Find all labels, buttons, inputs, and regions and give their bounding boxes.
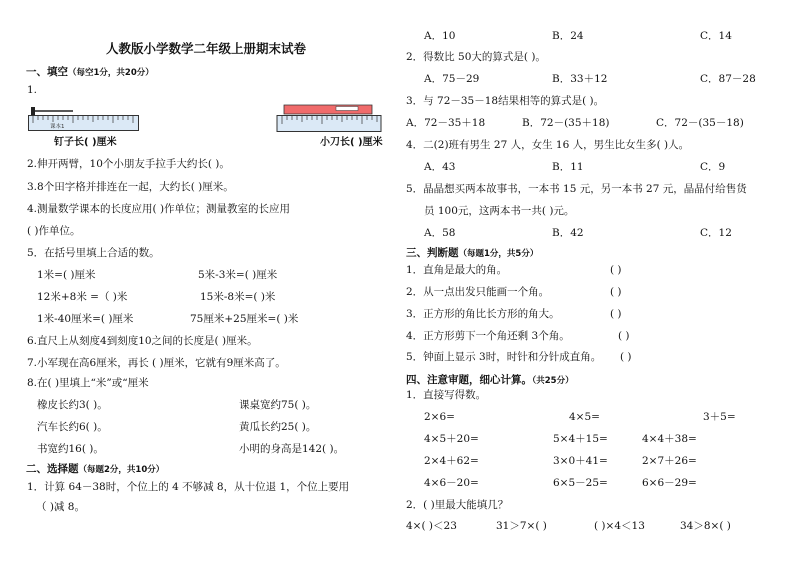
option-b: B．42: [552, 227, 584, 239]
section-choice: [26, 463, 164, 477]
knife-ruler-figure: [276, 101, 382, 133]
calc-item: 2×7＋26=: [642, 455, 697, 467]
calc-instruction: 1．直接写得数。: [406, 389, 487, 401]
option-b: B．33＋12: [552, 73, 608, 85]
calc-instruction-2: 2．( )里最大能填几？: [406, 499, 509, 511]
choice-2: 2．得数比 50大的算式是( )。: [406, 51, 546, 63]
question-number: 1.: [27, 84, 38, 96]
judge-4: 4．正方形剪下一个角还剩 3个角。: [406, 330, 570, 342]
unit-item: 5米-3米=( )厘米: [198, 269, 278, 281]
choice-5b: 员 100元，这两本书一共( )元。: [424, 205, 575, 217]
knife-length-label: 小刀长( )厘米: [320, 137, 383, 148]
judge-5: 5．钟面上显示 3时，时针和分针成直角。: [406, 351, 602, 363]
judge-paren: ( ): [618, 330, 630, 342]
inequality-item: ( )×4＜13: [594, 520, 645, 532]
calc-item: 4×4＋38=: [642, 433, 697, 445]
judge-paren: ( ): [610, 264, 622, 276]
section-note: （每题1分，共5分）: [458, 249, 539, 259]
unit-item: 12米+8米 =（ )米: [37, 291, 128, 303]
option-b: B．11: [552, 161, 584, 173]
judge-paren: ( ): [620, 351, 632, 363]
choice-1b: （ )减 8。: [36, 501, 85, 513]
unit-item: 15米-8米=( )米: [200, 291, 276, 303]
option-c: C．72－(35－18): [656, 117, 744, 129]
question-2: 2.伸开两臂，10个小朋友手拉手大约长( )。: [27, 158, 230, 170]
calc-item: 4×5=: [569, 411, 600, 423]
estimate-item: 书宽约16( )。: [37, 443, 104, 455]
estimate-item: 课桌宽约75( )。: [239, 399, 317, 411]
section-note: （每空1分，共20分）: [68, 68, 154, 78]
unit-item: 75厘米+25厘米=( )米: [190, 313, 299, 325]
inequality-item: 31＞7×( ): [496, 520, 547, 532]
judge-2: 2．从一点出发只能画一个角。: [406, 286, 550, 298]
judge-paren: ( ): [610, 286, 622, 298]
option-a: A．43: [424, 161, 456, 173]
unit-item: 1米-40厘米=( )厘米: [37, 313, 134, 325]
choice-3: 3．与 72－35－18结果相等的算式是( )。: [406, 95, 605, 107]
section-title: 四、注意审题，细心计算。: [406, 374, 532, 386]
calc-item: 3＋5=: [703, 411, 736, 423]
estimate-item: 小明的身高是142( )。: [239, 443, 345, 455]
ruler-body: [277, 116, 381, 132]
section-judge: [406, 247, 538, 261]
judge-3: 3．正方形的角比长方形的角大。: [406, 308, 560, 320]
choice-5a: 5．晶晶想买两本故事书，一本书 15 元，另一本书 27 元，晶晶付给售货: [406, 183, 747, 195]
section-title: 一、填空: [26, 66, 68, 78]
option-a: A．75－29: [424, 73, 480, 85]
option-c: C．12: [700, 227, 732, 239]
choice-4: 4．二(2)班有男生 27 人，女生 16 人，男生比女生多( )人。: [406, 139, 690, 151]
question-3: 3.8个田字格并排连在一起，大约长( )厘米。: [27, 181, 234, 193]
section-note: （每题2分，共10分）: [78, 465, 165, 475]
calc-item: 3×0＋41=: [553, 455, 608, 467]
option-c: C．14: [700, 30, 732, 42]
nail-ruler-figure: [28, 106, 140, 132]
option-a: A．58: [424, 227, 456, 239]
option-c: C．87－28: [700, 73, 756, 85]
estimate-item: 黄瓜长约25( )。: [239, 421, 317, 433]
estimate-item: 汽车长约6( )。: [37, 421, 108, 433]
inequality-item: 4×( )＜23: [406, 520, 457, 532]
section-title: 三、判断题: [406, 247, 459, 259]
calc-item: 4×5＋20=: [424, 433, 479, 445]
judge-1: 1．直角是最大的角。: [406, 264, 508, 276]
ruler-body: [29, 116, 139, 131]
option-b: B．24: [552, 30, 584, 42]
choice-1a: 1．计算 64－38时，个位上的 4 不够减 8，从十位退 1，个位上要用: [27, 481, 350, 493]
option-c: C．9: [700, 161, 726, 173]
section-note: （共25分）: [532, 376, 574, 386]
judge-paren: ( ): [610, 308, 622, 320]
question-4b: ( )作单位。: [27, 225, 81, 237]
estimate-item: 橡皮长约3( )。: [37, 399, 108, 411]
page-title: 人教版小学数学二年级上册期末试卷: [106, 41, 307, 56]
question-8: 8.在( )里填上“米”或“厘米: [27, 377, 149, 389]
calc-item: 6×6－29=: [642, 477, 697, 489]
calc-item: 2×4＋62=: [424, 455, 479, 467]
nail-head: [31, 107, 35, 115]
nail-length-label: 钉子长( )厘米: [54, 137, 117, 148]
knife-slot: [336, 107, 358, 111]
calc-item: 2×6=: [424, 411, 455, 423]
ruler-caption: 课本1: [50, 124, 65, 130]
section-title: 二、选择题: [26, 463, 79, 475]
calc-item: 4×6－20=: [424, 477, 479, 489]
option-b: B．72－(35＋18): [522, 117, 610, 129]
question-5: 5．在括号里填上合适的数。: [27, 247, 160, 259]
option-a: A．10: [424, 30, 456, 42]
unit-item: 1米=( )厘米: [37, 269, 96, 281]
calc-item: 6×5－25=: [553, 477, 608, 489]
question-7: 7.小军现在高6厘米，再长 ( )厘米，它就有9厘米高了。: [27, 357, 286, 369]
question-6: 6.直尺上从刻度4到刻度10之间的长度是( )厘米。: [27, 335, 258, 347]
section-calc: [406, 374, 574, 388]
inequality-item: 34＞8×( ): [680, 520, 731, 532]
option-a: A．72－35＋18: [406, 117, 486, 129]
question-4a: 4.测量数学课本的长度应用( )作单位；测量教室的长应用: [27, 203, 291, 215]
calc-item: 5×4＋15=: [553, 433, 608, 445]
knife-icon: [284, 105, 372, 114]
section-fill-blank: [26, 66, 154, 80]
